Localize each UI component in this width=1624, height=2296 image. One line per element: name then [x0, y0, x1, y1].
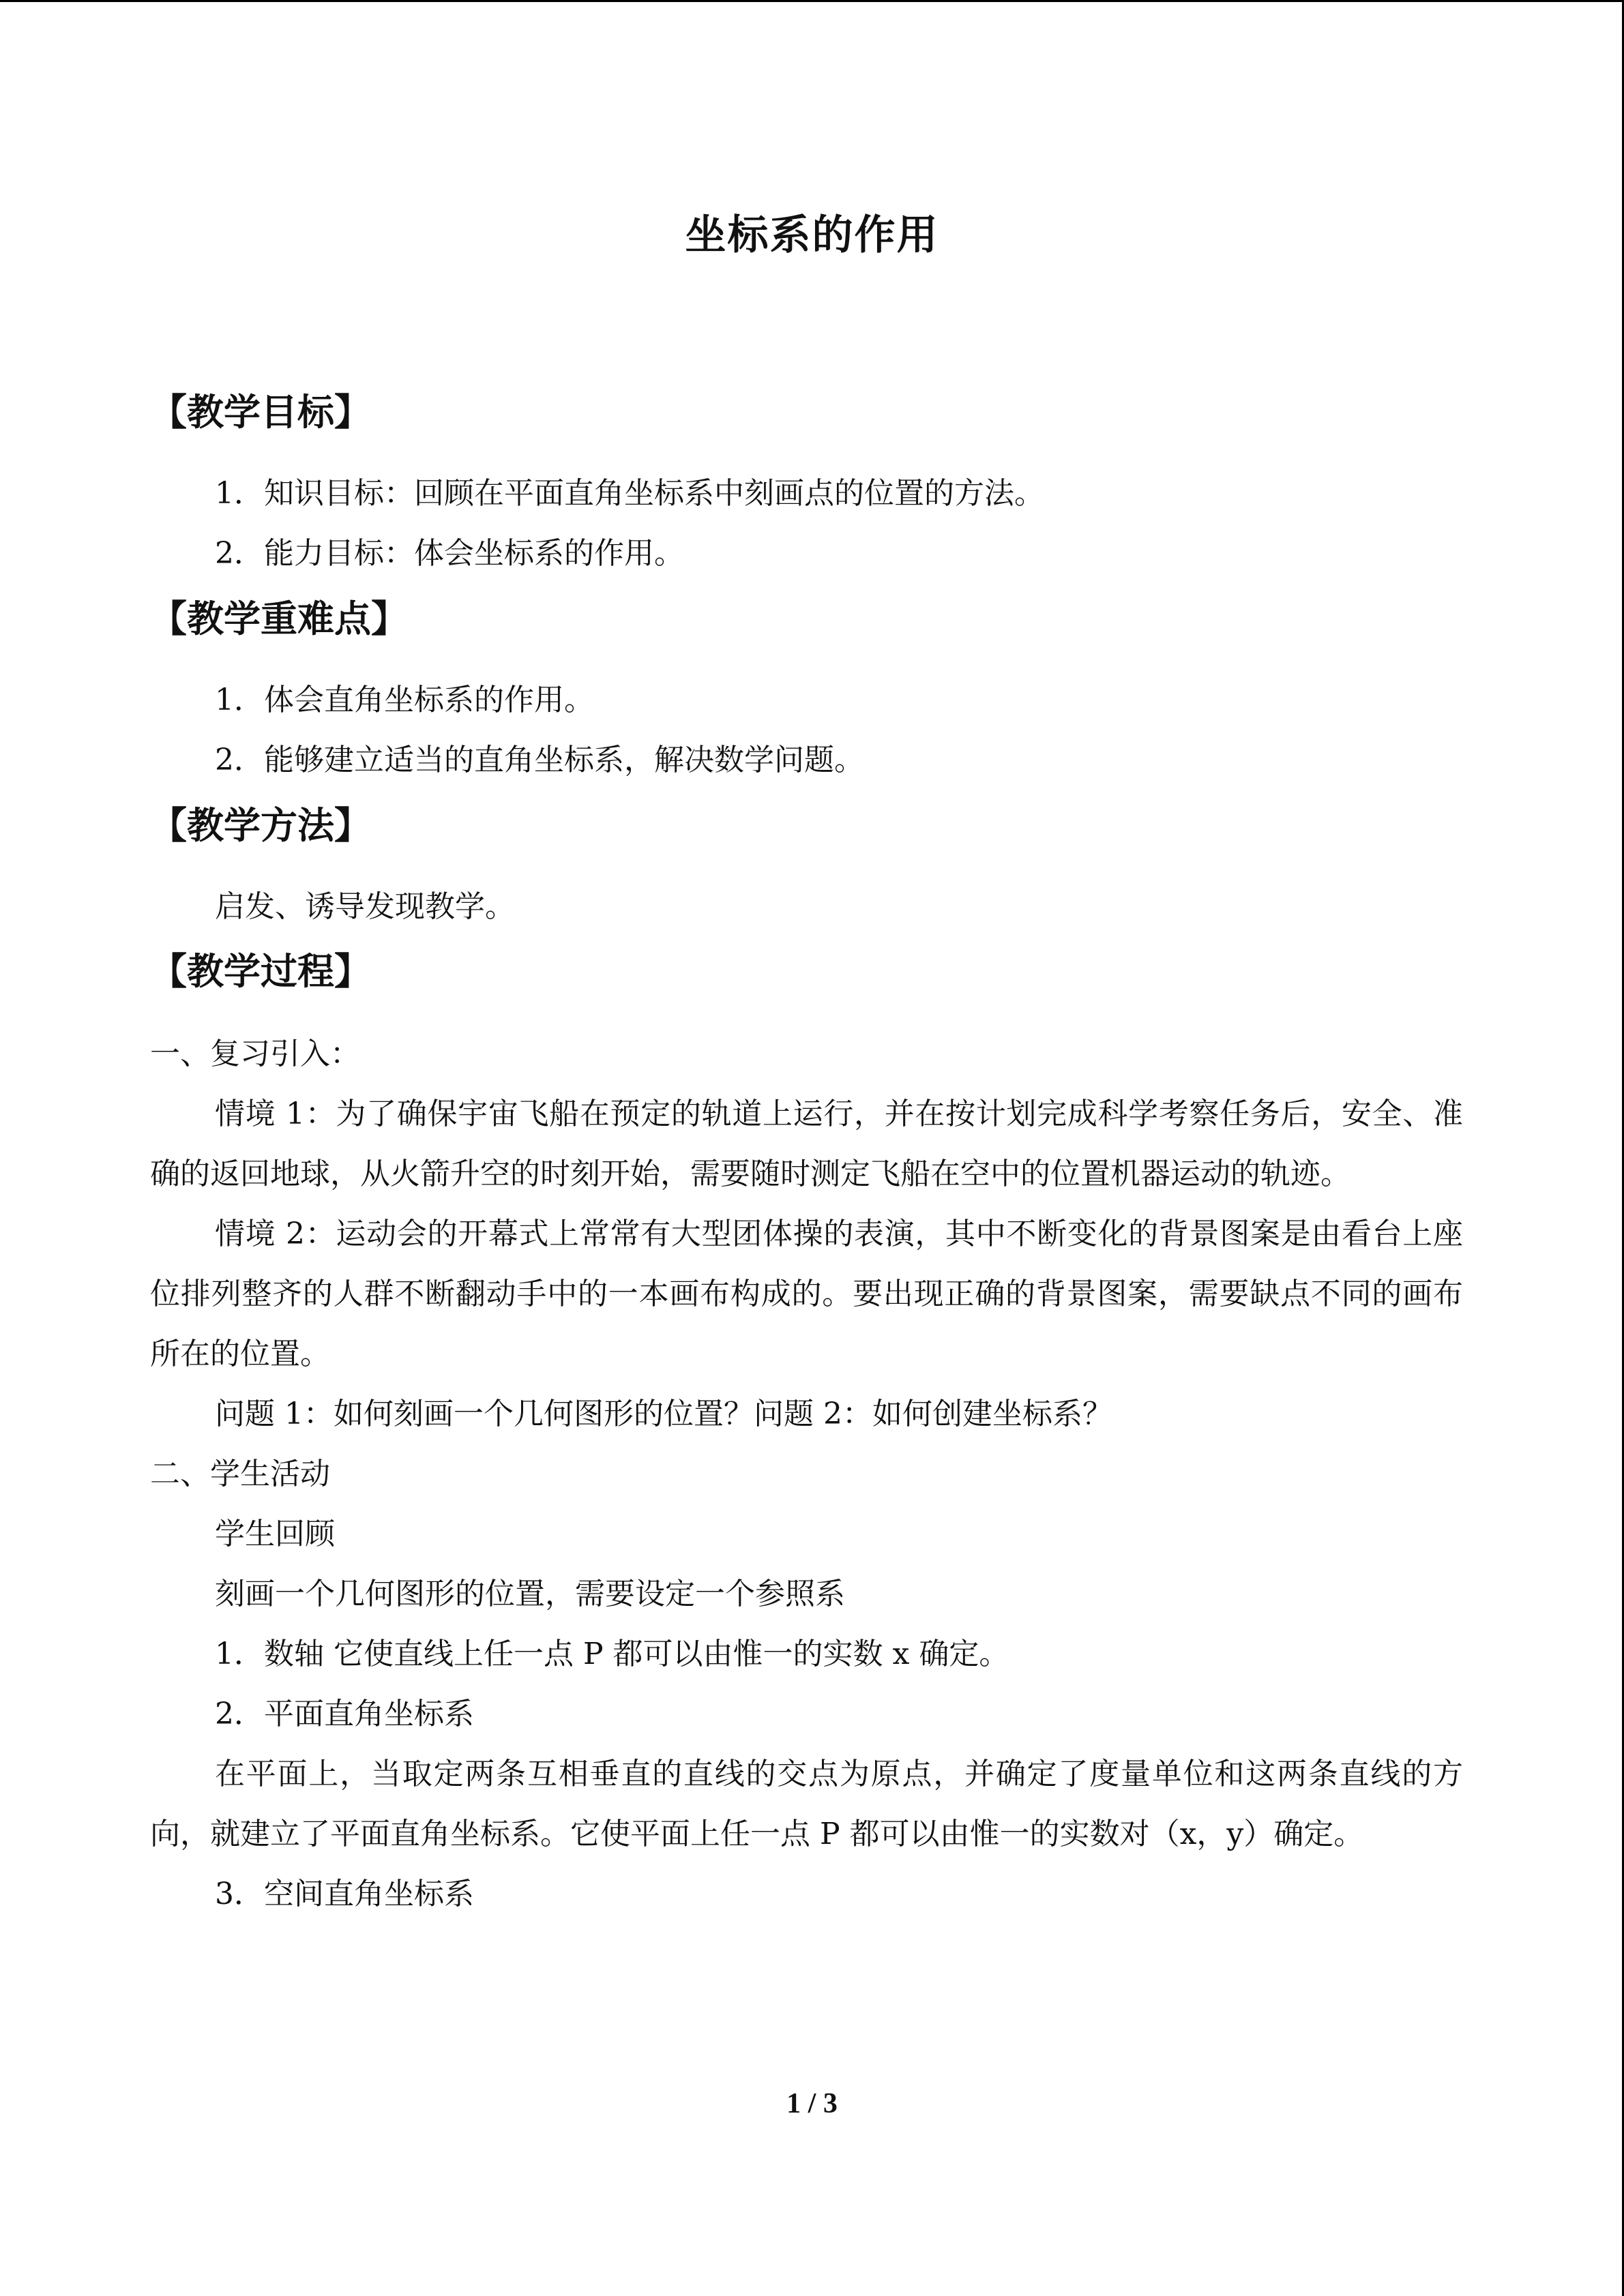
- process-space-title: 3．空间直角坐标系: [215, 1877, 474, 1911]
- section-heading-methods: 【教学方法】: [150, 804, 371, 847]
- process-part1-title: 一、复习引入：: [150, 1037, 360, 1071]
- objective-item-1: 1．知识目标：回顾在平面直角坐标系中刻画点的位置的方法。: [215, 476, 1044, 511]
- key-points-list: [150, 670, 1463, 790]
- process-plane-description: 在平面上，当取定两条互相垂直的直线的交点为原点，并确定了度量单位和这两条直线的方向，就建立了平面直角坐标系。它使平面上任一点 P 都可以由惟一的实数对（x，y）确定。: [150, 1757, 1463, 1851]
- section-key-points: [150, 595, 1463, 643]
- section-heading-objectives: 【教学目标】: [150, 391, 371, 434]
- key-point-item-2: 2．能够建立适当的直角坐标系，解决数学问题。: [215, 743, 864, 777]
- process-situation-1: 情境 1：为了确保宇宙飞船在预定的轨道上运行，并在按计划完成科学考察任务后，安全、准确的返回地球，从火箭升空的时刻开始，需要随时测定飞船在空中的位置机器运动的轨迹。: [150, 1097, 1463, 1191]
- section-heading-process: 【教学过程】: [150, 950, 371, 993]
- process-body: [150, 1024, 1463, 1924]
- document-title: 坐标系的作用: [685, 211, 939, 259]
- section-methods: [150, 802, 1463, 850]
- section-heading-key-points: 【教学重难点】: [150, 597, 408, 640]
- section-objectives: [150, 389, 1463, 436]
- process-student-review: 学生回顾: [215, 1517, 335, 1551]
- key-point-item-1: 1．体会直角坐标系的作用。: [215, 683, 594, 717]
- method-item-1: 启发、诱导发现教学。: [215, 889, 515, 924]
- objectives-list: [150, 464, 1463, 584]
- process-questions: 问题 1：如何刻画一个几何图形的位置？问题 2：如何创建坐标系？: [215, 1397, 1112, 1431]
- process-plane-title: 2．平面直角坐标系: [215, 1697, 474, 1731]
- page-top-border: [0, 0, 1624, 2]
- process-number-axis: 1．数轴 它使直线上任一点 P 都可以由惟一的实数 x 确定。: [215, 1637, 1009, 1671]
- process-situation-2: 情境 2：运动会的开幕式上常常有大型团体操的表演，其中不断变化的背景图案是由看台上座位排列整齐的人群不断翻动手中的一本画布构成的。要出现正确的背景图案，需要缺点不同的画布所在的位置。: [150, 1217, 1463, 1371]
- methods-list: [150, 877, 1463, 937]
- page-number: 1 / 3: [786, 2088, 838, 2119]
- process-reference-frame: 刻画一个几何图形的位置，需要设定一个参照系: [215, 1577, 845, 1611]
- objective-item-2: 2．能力目标：体会坐标系的作用。: [215, 536, 684, 571]
- process-part2-title: 二、学生活动: [150, 1457, 330, 1491]
- section-process: [150, 948, 1463, 996]
